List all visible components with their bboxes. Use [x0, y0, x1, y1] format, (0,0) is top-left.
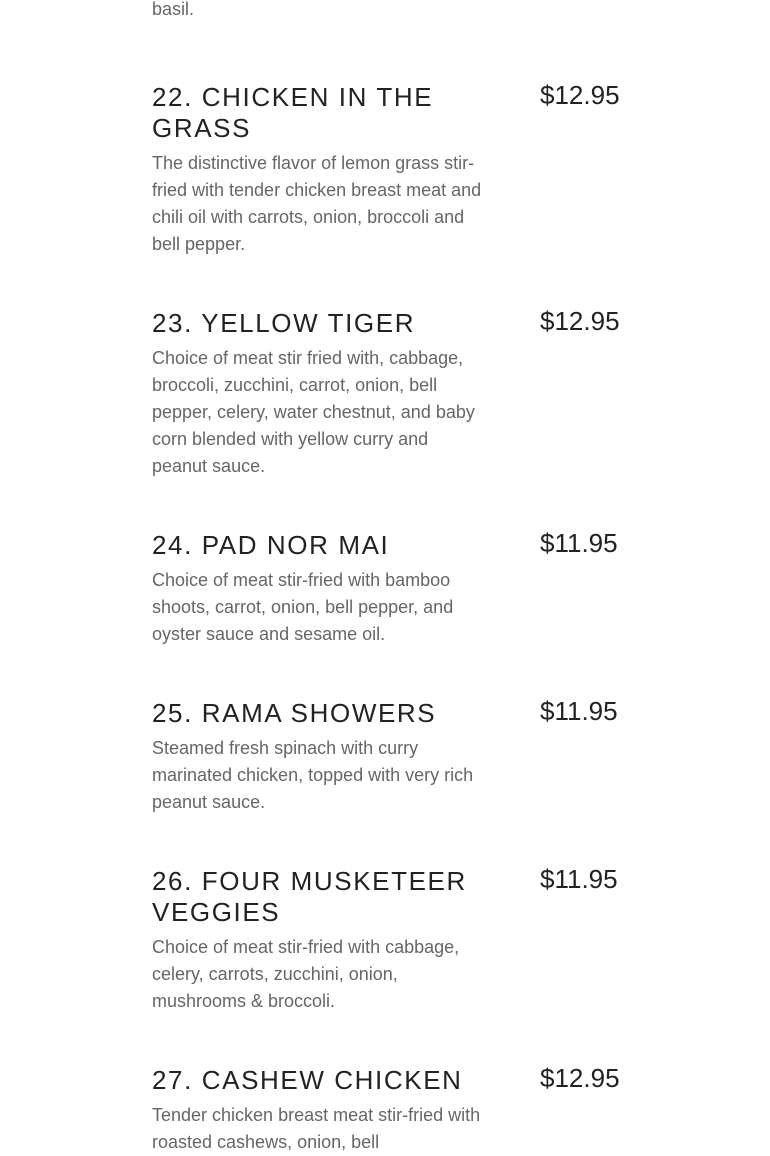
item-price: $12.95 — [540, 306, 620, 336]
item-description: Tender chicken breast meat stir-fried with roasted cashews, onion, bell — [152, 1105, 481, 1152]
menu-item-23 — [152, 308, 622, 480]
item-description: The distinctive flavor of lemon grass stir-fried with tender chicken breast meat and chili oil with carrots, onion, broccoli and bell pepper. — [152, 153, 482, 254]
item-price: $12.95 — [540, 80, 620, 110]
item-name: 22. CHICKEN IN THE GRASS — [152, 82, 434, 143]
item-name: 25. RAMA SHOWERS — [152, 698, 437, 728]
item-price: $12.95 — [540, 1063, 620, 1093]
item-description: Choice of meat stir-fried with bamboo shoots, carrot, onion, bell pepper, and oyster sauce and sesame oil. — [152, 570, 454, 644]
menu-item-27 — [152, 1065, 622, 1156]
item-description: basil. — [152, 0, 195, 19]
item-price: $11.95 — [540, 696, 618, 726]
item-price: $11.95 — [540, 864, 618, 894]
item-name: 24. PAD NOR MAI — [152, 530, 390, 560]
item-price: $11.95 — [540, 528, 618, 558]
menu-item-prev-tail — [152, 0, 622, 23]
item-description: Choice of meat stir-fried with cabbage, celery, carrots, zucchini, onion, mushrooms & broccoli. — [152, 937, 460, 1011]
item-description: Steamed fresh spinach with curry marinated chicken, topped with very rich peanut sauce. — [152, 738, 474, 812]
item-name: 27. CASHEW CHICKEN — [152, 1065, 463, 1095]
menu-item-24 — [152, 530, 622, 648]
menu-item-26 — [152, 866, 622, 1015]
menu-item-25 — [152, 698, 622, 816]
menu-item-22 — [152, 82, 622, 258]
item-name: 23. YELLOW TIGER — [152, 308, 416, 338]
item-description: Choice of meat stir fried with, cabbage, broccoli, zucchini, carrot, onion, bell pepper, celery, water chestnut, and baby corn blended with yellow curry and peanut sauce. — [152, 348, 475, 476]
item-name: 26. FOUR MUSKETEER VEGGIES — [152, 866, 467, 927]
